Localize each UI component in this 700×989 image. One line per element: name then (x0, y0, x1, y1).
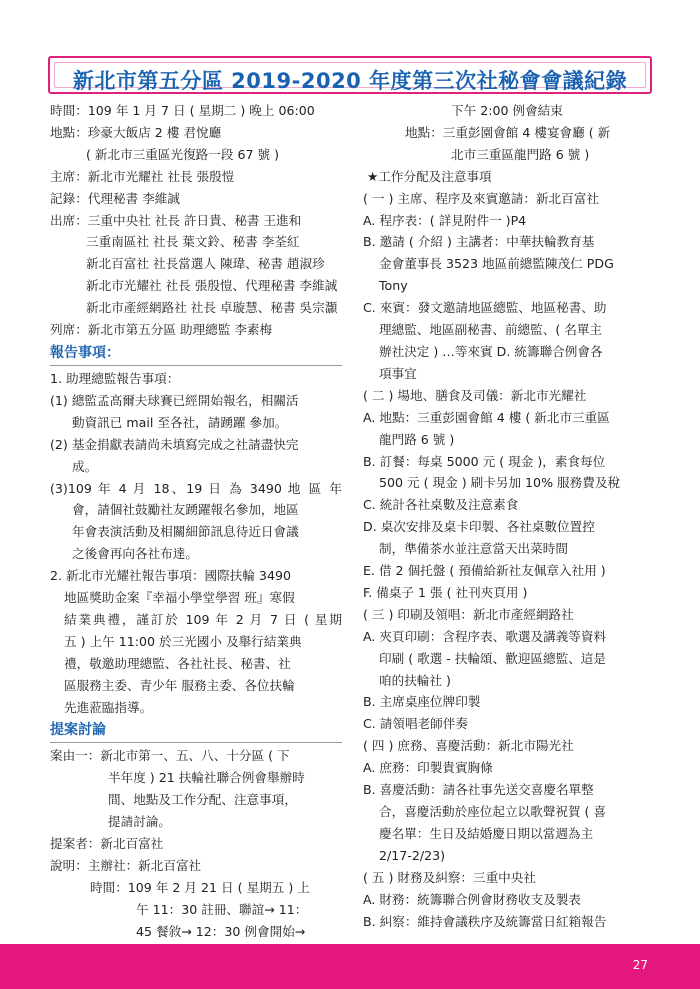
text-line: B. 主席桌座位牌印製 (363, 694, 481, 710)
right-column (363, 100, 653, 932)
section-divider (50, 742, 342, 743)
text-line: B. 邀請 ( 介紹 ) 主講者：中華扶輪教育基 (363, 234, 595, 250)
text-line: 1. 助理總監報告事項： (50, 370, 180, 386)
title-frame (48, 56, 652, 94)
footer-bar (0, 944, 700, 989)
text-line: 五 ) 上午 11:00 於三光國小 及舉行結業典 (64, 633, 302, 649)
section-heading: 報告事項： (50, 344, 120, 361)
text-line: Tony (379, 278, 408, 294)
text-line: 項事宜 (379, 365, 417, 381)
text-line: 記錄：代理秘書 李維誠 (50, 190, 180, 206)
text-line: 地點：珍豪大飯店 2 樓 君悅廳 (50, 124, 222, 140)
text-line: 案由一：新北市第一、五、八、十分區 ( 下 (50, 748, 290, 764)
text-line: 慶名單：生日及結婚慶日期以當週為主 (379, 825, 594, 841)
text-line: 500 元 ( 現金 ) 刷卡另加 10% 服務費及稅 (379, 475, 621, 491)
text-line: ( 二 ) 場地、膳食及司儀：新北市光耀社 (363, 387, 587, 403)
text-line: 北市三重區龍門路 6 號 ) (451, 146, 590, 162)
text-line: 提案者：新北百富社 (50, 836, 164, 852)
text-line: 說明：主辦社：新北百富社 (50, 858, 202, 873)
text-line: B. 喜慶活動：請各社事先送交喜慶名單整 (363, 782, 594, 798)
text-line: 印刷 ( 歌選 - 扶輪頌、歡迎區總監、這是 (379, 650, 606, 666)
section-divider (50, 365, 342, 366)
text-line: ( 一 ) 主席、程序及來賓邀請：新北百富社 (363, 190, 599, 206)
text-line: 理總監、地區副秘書、前總監、( 名單主 (379, 322, 603, 338)
text-line: ( 新北市三重區光復路一段 67 號 ) (86, 146, 279, 162)
text-line: C. 統計各社桌數及注意素食 (363, 497, 519, 513)
text-line: 2/17-2/23) (379, 847, 446, 863)
text-line: A. 庶務：印製貴賓胸條 (363, 760, 493, 776)
text-line: 金會董事長 3523 地區前總監陳茂仁 PDG (379, 256, 614, 272)
text-line: 禮，敬邀助理總監、各社社長、秘書、社 (64, 655, 291, 671)
text-line: 先進蒞臨指導。 (64, 699, 153, 715)
text-line: 之後會再向各社布達。 (72, 546, 198, 562)
text-line: A. 地點：三重彭園會館 4 樓 ( 新北市三重區 (363, 409, 610, 425)
text-line: 成。 (72, 458, 98, 474)
text-line: 出席：三重中央社 社長 許日貴、秘書 王進和 (50, 212, 302, 228)
text-line: 時間：109 年 1 月 7 日 ( 星期二 ) 晚上 06:00 (50, 103, 315, 118)
text-line: 會，請個社鼓勵社友踴躍報名參加，地區 (72, 502, 299, 518)
text-line: 咱的扶輪社 ) (379, 672, 451, 688)
text-line: 新北市光耀社 社長 張殷愷、代理秘書 李維誠 (86, 278, 338, 294)
text-line: 制，準備茶水並注意當天出菜時間 (379, 541, 568, 557)
text-line: F. 備桌子 1 張 ( 社刊夾頁用 ) (363, 584, 528, 600)
text-line: 地區獎助金案『幸福小學堂學習 班』寒假 (64, 590, 295, 606)
text-line: 年會表演活動及相關細節訊息待近日會議 (72, 524, 299, 540)
section-heading: 提案討論 (50, 722, 106, 739)
page-title: 新北市第五分區 2019-2020 年度第三次社秘會會議紀錄 (72, 69, 628, 93)
text-line: ( 五 ) 財務及糾察：三重中央社 (363, 869, 536, 885)
text-line: C. 來賓：發文邀請地區總監、地區秘書、助 (363, 300, 607, 316)
text-line: 列席：新北市第五分區 助理總監 李素梅 (50, 322, 273, 338)
text-line: 午 11：30 註冊、聯誼→ 11： (136, 901, 308, 917)
text-line: 45 餐敘→ 12：30 例會開始→ (136, 923, 306, 939)
text-line: 主席：新北市光耀社 社長 張殷愷 (50, 168, 235, 184)
page-number: 27 (632, 958, 648, 972)
text-line: D. 桌次安排及桌卡印製、各社桌數位置控 (363, 519, 595, 535)
text-line: B. 訂餐：每桌 5000 元 ( 現金 )，素食每位 (363, 453, 606, 469)
text-line: 辦社決定 ) …等來賓 D. 統籌聯合例會各 (379, 343, 603, 359)
text-line: A. 夾頁印刷：含程序表、歌選及講義等資料 (363, 628, 607, 644)
text-line: (3)109 年 4 月 18、19 日 為 3490 地 區 年 (50, 480, 342, 496)
text-line: 新北市產經網路社 社長 卓璇慧、秘書 吳宗灝 (86, 300, 338, 316)
text-line: B. 糾察：維持會議秩序及統籌當日紅箱報告 (363, 913, 607, 929)
text-line: 半年度 ) 21 扶輪社聯合例會舉辦時 (108, 770, 305, 786)
text-line: ★工作分配及注意事項 (367, 168, 492, 184)
text-line: 龍門路 6 號 ) (379, 431, 455, 447)
text-line: C. 請領唱老師伴奏 (363, 716, 468, 732)
text-line: 結業典禮，謹訂於 109 年 2 月 7 日 ( 星期 (64, 611, 342, 627)
text-line: 提請討論。 (108, 814, 171, 830)
text-line: ( 四 ) 庶務、喜慶活動：新北市陽光社 (363, 738, 574, 754)
text-line: 新北百富社 社長當選人 陳瑋、秘書 趙淑珍 (86, 256, 325, 272)
text-line: (1) 總監孟高爾夫球賽已經開始報名，相關活 (50, 392, 299, 408)
text-line: 時間：109 年 2 月 21 日 ( 星期五 ) 上 (90, 879, 310, 895)
text-line: 間、地點及工作分配、注意事項， (108, 792, 297, 808)
text-line: 區服務主委、青少年 服務主委、各位扶輪 (64, 677, 295, 693)
text-line: 三重南區社 社長 葉文鈴、秘書 李荃紅 (86, 234, 300, 250)
text-line: 下午 2:00 例會結束 (451, 103, 563, 118)
left-column (50, 100, 342, 943)
text-line: ( 三 ) 印刷及領唱：新北市產經網路社 (363, 606, 574, 622)
text-line: 動資訊已 mail 至各社，請踴躍 參加。 (72, 414, 288, 430)
text-line: 地點：三重彭園會館 4 樓宴會廳 ( 新 (405, 124, 611, 140)
text-line: A. 財務：統籌聯合例會財務收支及製表 (363, 891, 581, 907)
text-line: E. 借 2 個托盤 ( 預備給新社友佩章入社用 ) (363, 563, 606, 579)
text-line: A. 程序表：( 詳見附件一 )P4 (363, 212, 527, 228)
text-line: 2. 新北市光耀社報告事項：國際扶輪 3490 (50, 568, 291, 584)
text-line: 合，喜慶活動於座位起立以歌聲祝賀 ( 喜 (379, 804, 607, 819)
text-line: (2) 基金捐獻表請尚未填寫完成之社請盡快完 (50, 436, 299, 452)
